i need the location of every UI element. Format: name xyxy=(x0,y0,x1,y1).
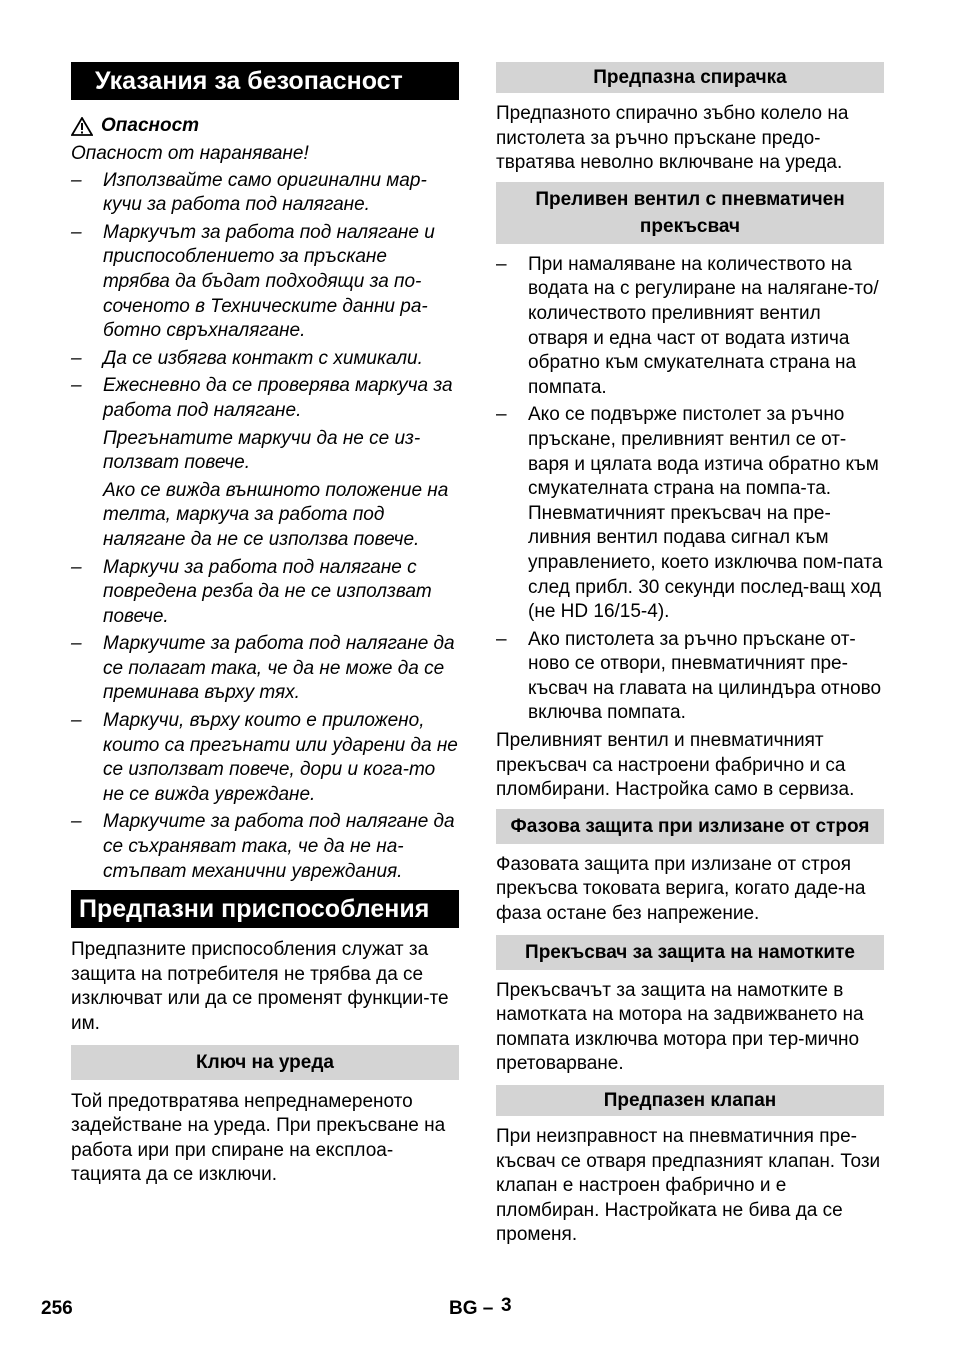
left-column xyxy=(71,62,459,1188)
overflow-title: Преливен вентил с пневматичен прекъсвач xyxy=(496,182,884,244)
list-item xyxy=(496,628,884,726)
phase-title: Фазова защита при излизане от строя xyxy=(496,809,884,844)
dash-bullet: – xyxy=(71,221,82,243)
list-item-text: Ако се подвърже пистолет за ръчно пръскане, преливният вентил се от-варя и цялата вода изтича обратно към смукателната страна на помпа-та. Пневматичният прекъсвач на пре-ливния вентил подава сигнал към управлението, което изключва пом-пата след прибл. 30 секунди послед-ващ ход (не HD 16/15-4). xyxy=(528,404,883,623)
danger-heading xyxy=(71,114,459,138)
list-item xyxy=(71,221,459,344)
overflow-list xyxy=(496,253,884,726)
dash-bullet: – xyxy=(71,347,82,369)
warning-triangle-icon xyxy=(71,117,93,136)
dash-bullet: – xyxy=(71,710,82,732)
danger-label: Опасност xyxy=(101,115,200,136)
winding-text: Прекъсвачът за защита на намотките в намотката на мотора на задвижването на помпата изключва мотора при тер-мично претоварване. xyxy=(496,979,864,1075)
right-column xyxy=(496,62,884,1248)
list-item xyxy=(71,169,459,218)
list-item-extra-text: Ако се вижда външното положение на телта, маркуча за работа под налягане да не се използва повече. xyxy=(103,479,449,550)
devices-text: Предпазните приспособления служат за защита на потребителя не трябва да се изключват или да се променят функции-те им. xyxy=(71,939,449,1034)
dash-bullet: – xyxy=(496,253,507,275)
list-item-text: Ежесневно да се проверява маркуча за работа под налягане. xyxy=(103,375,453,421)
list-item xyxy=(496,403,884,624)
list-item-text: Маркучите за работа под налягане да се съхраняват така, че да не на-стъпват механични увреждания. xyxy=(103,811,455,882)
list-item-text: Използвайте само оригинални мар-кучи за работа под налягане. xyxy=(103,169,427,216)
language-code: BG – xyxy=(449,1298,494,1319)
list-item xyxy=(71,632,459,706)
overflow-text: Преливният вентил и пневматичният прекъсвач са настроени фабрично и са пломбирани. Настройка само в сервиза. xyxy=(496,730,855,801)
dash-bullet: – xyxy=(71,375,82,397)
winding-title: Прекъсвач за защита на намотките xyxy=(496,935,884,970)
list-item-text: Маркучи, върху които е приложено, които са прегънати или ударени да не се използват повече, дори и кога-то не се вижда увреждане. xyxy=(103,710,458,805)
dash-bullet: – xyxy=(496,404,507,426)
dash-bullet: – xyxy=(71,169,82,191)
valve-title: Предпазен клапан xyxy=(496,1085,884,1116)
safety-title: Указания за безопасност xyxy=(71,62,459,100)
devices-title: Предпазни приспособления xyxy=(71,890,459,928)
brake-title: Предпазна спирачка xyxy=(496,62,884,93)
key-text: Той предотвратява непреднамереното задействане на уреда. При прекъсване на работа ири при спиране на експлоа-тацията да се изключи. xyxy=(71,1090,446,1186)
list-item-text: Маркучът за работа под налягане и приспособлението за пръскане трябва да бъдат подходящи за по-соченото в Техническите данни ра-ботно свръхналягане. xyxy=(103,221,435,342)
list-item-text: Маркучи за работа под налягане с повредена резба да не се използват повече. xyxy=(103,556,432,627)
danger-list xyxy=(71,169,459,885)
danger-intro: Опасност от нараняване! xyxy=(71,143,309,164)
list-item-text: Маркучите за работа под налягане да се полагат така, че да не може да се преминава върху тях. xyxy=(103,633,455,704)
list-item-extra-text: Прегънатите маркучи да не се из-ползват повече. xyxy=(103,427,421,474)
list-item xyxy=(71,347,459,372)
list-item-text: Ако пистолета за ръчно пръскане от-ново се отвори, пневматичният пре-късвач на главата на цилиндъра отново включва помпата. xyxy=(528,628,882,724)
list-item xyxy=(71,556,459,630)
phase-text: Фазовата защита при излизане от строя прекъсва токовата верига, когато даде-на фаза остане без напрежение. xyxy=(496,853,866,925)
page-number: 256 xyxy=(41,1298,73,1319)
dash-bullet: – xyxy=(71,633,82,655)
list-item-text: Да се избягва контакт с химикали. xyxy=(103,347,423,369)
list-item xyxy=(496,253,884,401)
dash-bullet: – xyxy=(71,556,82,578)
valve-text: При неизправност на пневматичния пре-късвач се отваря предпазният клапан. Този клапан е настроен фабрично и е пломбиран. Настройката не бива да се променя. xyxy=(496,1126,881,1246)
key-title: Ключ на уреда xyxy=(71,1045,459,1080)
dash-bullet: – xyxy=(71,811,82,833)
brake-text: Предпазното спирачно зъбно колело на пистолета за ръчно пръскане предо-твратява неволно включване на уреда. xyxy=(496,103,849,174)
list-item-text: При намаляване на количеството на водата на с регулиране на налягане-то/количеството преливният вентил отваря и една част от водата изтича обратно към смукателната страна на помпата. xyxy=(528,253,879,398)
list-item xyxy=(71,374,459,552)
sub-page-number: 3 xyxy=(501,1295,512,1316)
dash-bullet: – xyxy=(496,628,507,650)
list-item xyxy=(71,810,459,884)
list-item xyxy=(71,709,459,807)
